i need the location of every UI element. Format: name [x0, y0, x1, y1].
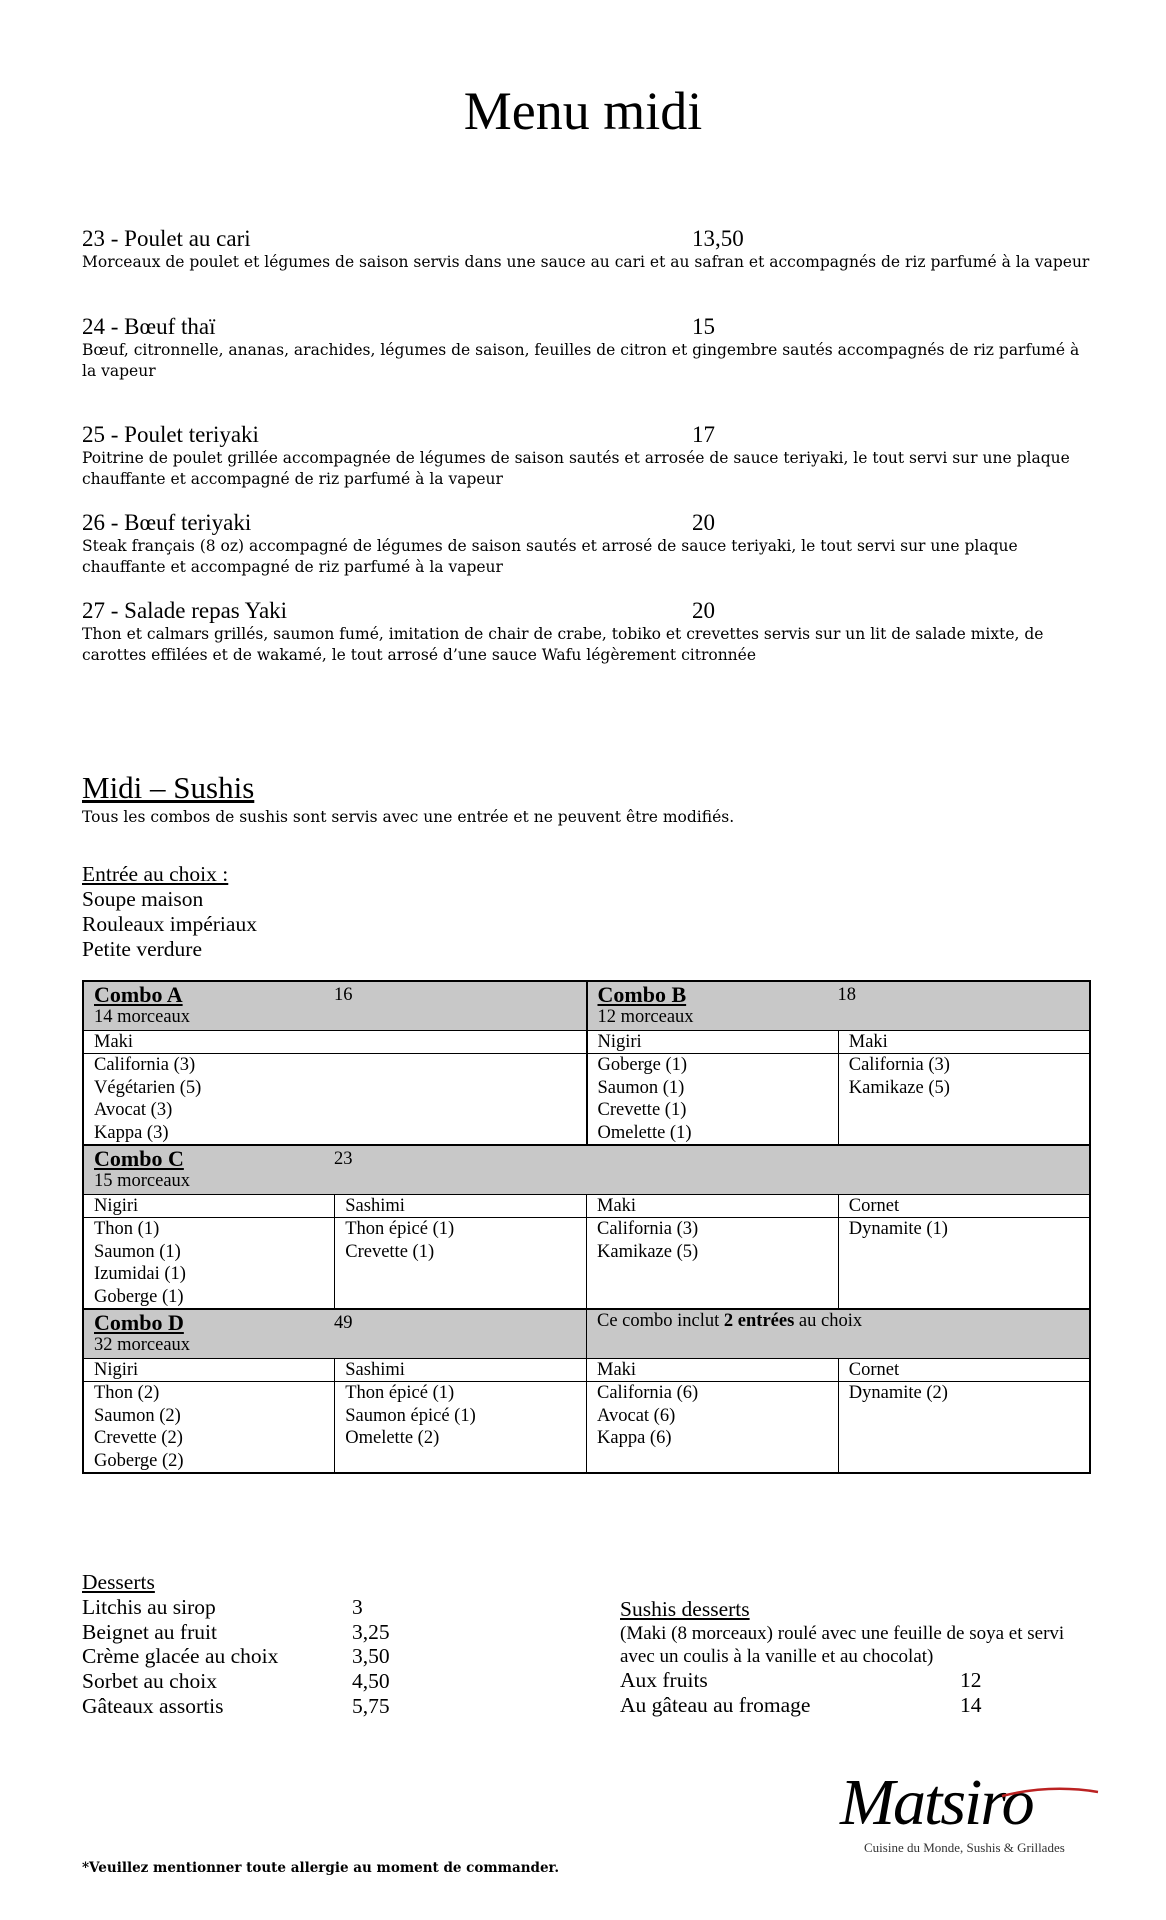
- dessert-price: 3: [352, 1594, 363, 1619]
- dish-item: [82, 422, 1092, 490]
- list-item: Kamikaze (5): [848, 1077, 950, 1098]
- dessert-name: Beignet au fruit: [82, 1619, 217, 1644]
- dessert-row: [82, 1620, 502, 1645]
- desserts-heading: Desserts: [82, 1570, 155, 1594]
- category-label: Sashimi: [335, 1359, 587, 1382]
- list-item: California (3): [848, 1055, 950, 1075]
- list-item: Thon épicé (1): [345, 1383, 455, 1403]
- category-label: Cornet: [838, 1195, 1090, 1218]
- item-list: [587, 1054, 839, 1146]
- dish-description: Bœuf, citronnelle, ananas, arachides, légumes de saison, feuilles de citron et gingembre sautés accompagnés de riz parfumé à la vapeur: [82, 341, 1080, 380]
- list-item: Crevette (1): [597, 1100, 687, 1120]
- list-item: California (3): [94, 1055, 196, 1075]
- dish-price: 13,50: [692, 226, 744, 251]
- dish-name: 23 - Poulet au cari: [82, 226, 251, 251]
- list-item: Saumon (1): [94, 1241, 181, 1262]
- entree-option: Petite verdure: [82, 937, 202, 961]
- dish-item: [82, 226, 1092, 273]
- sushi-desserts-section: [620, 1597, 1100, 1717]
- sushi-section-note: Tous les combos de sushis sont servis avec une entrée et ne peuvent être modifiés.: [82, 808, 735, 826]
- combo-d-note: [587, 1309, 1091, 1359]
- item-list: [335, 1382, 587, 1474]
- list-item: Izumidai (1): [94, 1264, 186, 1284]
- dessert-name: Crème glacée au choix: [82, 1644, 279, 1669]
- list-item: California (3): [597, 1219, 699, 1239]
- dessert-name: Au gâteau au fromage: [620, 1692, 811, 1717]
- combo-pieces: 32 morceaux: [94, 1335, 191, 1355]
- list-item: Thon (2): [94, 1383, 160, 1403]
- dish-description: Steak français (8 oz) accompagné de légumes de saison sautés et arrosé de sauce teriyaki, le tout servi sur une plaque chauffante et accompagné de riz parfumé à la vapeur: [82, 537, 1018, 576]
- dish-price: 15: [692, 314, 715, 339]
- dessert-price: 4,50: [352, 1669, 390, 1694]
- item-list: [587, 1218, 839, 1310]
- category-label: Maki: [838, 1031, 1090, 1054]
- entree-option: Soupe maison: [82, 887, 204, 911]
- dessert-name: Sorbet au choix: [82, 1669, 217, 1694]
- dish-name: 24 - Bœuf thaï: [82, 314, 216, 339]
- combo-name: Combo D: [94, 1310, 184, 1335]
- dish-price: 20: [692, 510, 715, 535]
- entree-choices: [82, 862, 257, 962]
- category-label: Maki: [587, 1195, 839, 1218]
- category-label: Nigiri: [587, 1031, 839, 1054]
- dessert-name: Aux fruits: [620, 1667, 708, 1692]
- combo-name: Combo A: [94, 982, 183, 1007]
- dessert-price: 12: [960, 1667, 982, 1692]
- dessert-name: Litchis au sirop: [82, 1594, 216, 1619]
- item-list: [83, 1382, 335, 1474]
- combo-price: 49: [334, 1313, 353, 1333]
- logo-swash-icon: [1000, 1786, 1100, 1800]
- dessert-row: [82, 1669, 502, 1694]
- combo-a-header: [83, 981, 587, 1031]
- logo-tagline: Cuisine du Monde, Sushis & Grillades: [864, 1840, 1065, 1855]
- combo-d-header: [83, 1309, 587, 1359]
- category-label: Maki: [83, 1031, 587, 1054]
- list-item: Goberge (1): [94, 1286, 184, 1307]
- list-item: Omelette (2): [345, 1428, 440, 1448]
- list-item: Goberge (1): [597, 1055, 688, 1075]
- category-label: Nigiri: [83, 1195, 335, 1218]
- dish-price: 17: [692, 422, 715, 447]
- list-item: California (6): [597, 1383, 699, 1403]
- combo-price: 16: [334, 985, 353, 1005]
- dish-name: 25 - Poulet teriyaki: [82, 422, 259, 447]
- list-item: Goberge (2): [94, 1450, 184, 1471]
- list-item: Thon (1): [94, 1219, 160, 1239]
- allergy-notice: *Veuillez mentionner toute allergie au moment de commander.: [82, 1860, 560, 1876]
- list-item: Avocat (3): [94, 1100, 173, 1120]
- combo-price: 18: [837, 985, 856, 1005]
- combo-note-text: Ce combo inclut: [597, 1311, 724, 1331]
- dish-item: [82, 598, 1092, 666]
- list-item: Saumon épicé (1): [345, 1405, 476, 1426]
- restaurant-logo: [840, 1766, 1100, 1860]
- dish-description: Poitrine de poulet grillée accompagnée de légumes de saison sautés et arrosée de sauce teriyaki, le tout servi sur une plaque chauffante et accompagné de riz parfumé à la vapeur: [82, 449, 1070, 488]
- entree-option: Rouleaux impériaux: [82, 912, 257, 936]
- item-list: [83, 1218, 335, 1310]
- desserts-section: [82, 1570, 502, 1719]
- dessert-row: [620, 1668, 1100, 1693]
- list-item: Omelette (1): [597, 1122, 692, 1143]
- combo-table: [82, 980, 1091, 1474]
- dessert-row: [82, 1694, 502, 1719]
- item-list: [838, 1054, 1090, 1146]
- list-item: Saumon (2): [94, 1405, 181, 1426]
- sushi-desserts-heading: Sushis desserts: [620, 1597, 750, 1621]
- combo-pieces: 15 morceaux: [94, 1171, 191, 1191]
- dessert-row: [620, 1693, 1100, 1718]
- combo-pieces: 12 morceaux: [597, 1007, 694, 1027]
- list-item: Végétarien (5): [94, 1077, 202, 1098]
- list-item: Thon épicé (1): [345, 1219, 455, 1239]
- logo-wordmark: Matsiro: [840, 1766, 1033, 1839]
- combo-name: Combo B: [597, 982, 687, 1007]
- sushi-section-title: Midi – Sushis: [82, 770, 255, 805]
- category-label: Sashimi: [335, 1195, 587, 1218]
- dish-description: Morceaux de poulet et légumes de saison servis dans une sauce au cari et au safran et accompagnés de riz parfumé à la vapeur: [82, 253, 1090, 271]
- entree-heading: Entrée au choix :: [82, 862, 229, 886]
- dessert-name: Gâteaux assortis: [82, 1693, 224, 1718]
- dish-item: [82, 510, 1092, 578]
- page-title: Menu midi: [463, 81, 703, 141]
- dessert-price: 3,25: [352, 1619, 390, 1644]
- dessert-row: [82, 1595, 502, 1620]
- list-item: Dynamite (2): [848, 1383, 948, 1403]
- combo-b-header: [587, 981, 1091, 1031]
- combo-pieces: 14 morceaux: [94, 1007, 191, 1027]
- dish-item: [82, 314, 1092, 382]
- list-item: Saumon (1): [597, 1077, 685, 1098]
- list-item: Dynamite (1): [848, 1219, 948, 1239]
- dish-name: 27 - Salade repas Yaki: [82, 598, 288, 623]
- list-item: Crevette (2): [94, 1428, 183, 1448]
- dessert-row: [82, 1644, 502, 1669]
- category-label: Cornet: [838, 1359, 1090, 1382]
- combo-name: Combo C: [94, 1146, 184, 1171]
- list-item: Crevette (1): [345, 1241, 435, 1262]
- item-list: [838, 1218, 1090, 1310]
- combo-price: 23: [334, 1149, 353, 1169]
- combo-note-text: au choix: [794, 1311, 863, 1331]
- dessert-price: 5,75: [352, 1693, 390, 1718]
- list-item: Kamikaze (5): [597, 1241, 699, 1262]
- dish-description: Thon et calmars grillés, saumon fumé, imitation de chair de crabe, tobiko et crevettes servis sur un lit de salade mixte, de carottes effilées et de wakamé, le tout arrosé d’une sauce Wafu légèrement citronnée: [82, 625, 1044, 664]
- dessert-price: 14: [960, 1692, 982, 1717]
- dessert-price: 3,50: [352, 1644, 390, 1669]
- item-list: [335, 1218, 587, 1310]
- dish-name: 26 - Bœuf teriyaki: [82, 510, 252, 535]
- list-item: Kappa (3): [94, 1122, 169, 1143]
- list-item: Avocat (6): [597, 1405, 676, 1426]
- item-list: [587, 1382, 839, 1474]
- item-list: [838, 1382, 1090, 1474]
- item-list: [83, 1054, 587, 1146]
- sushi-desserts-description: (Maki (8 morceaux) roulé avec une feuille de soya et servi avec un coulis à la vanille et au chocolat): [620, 1622, 1065, 1667]
- combo-c-header: [83, 1145, 1090, 1195]
- list-item: Kappa (6): [597, 1428, 672, 1448]
- combo-note-bold: 2 entrées: [723, 1311, 795, 1331]
- dish-price: 20: [692, 598, 715, 623]
- category-label: Maki: [587, 1359, 839, 1382]
- category-label: Nigiri: [83, 1359, 335, 1382]
